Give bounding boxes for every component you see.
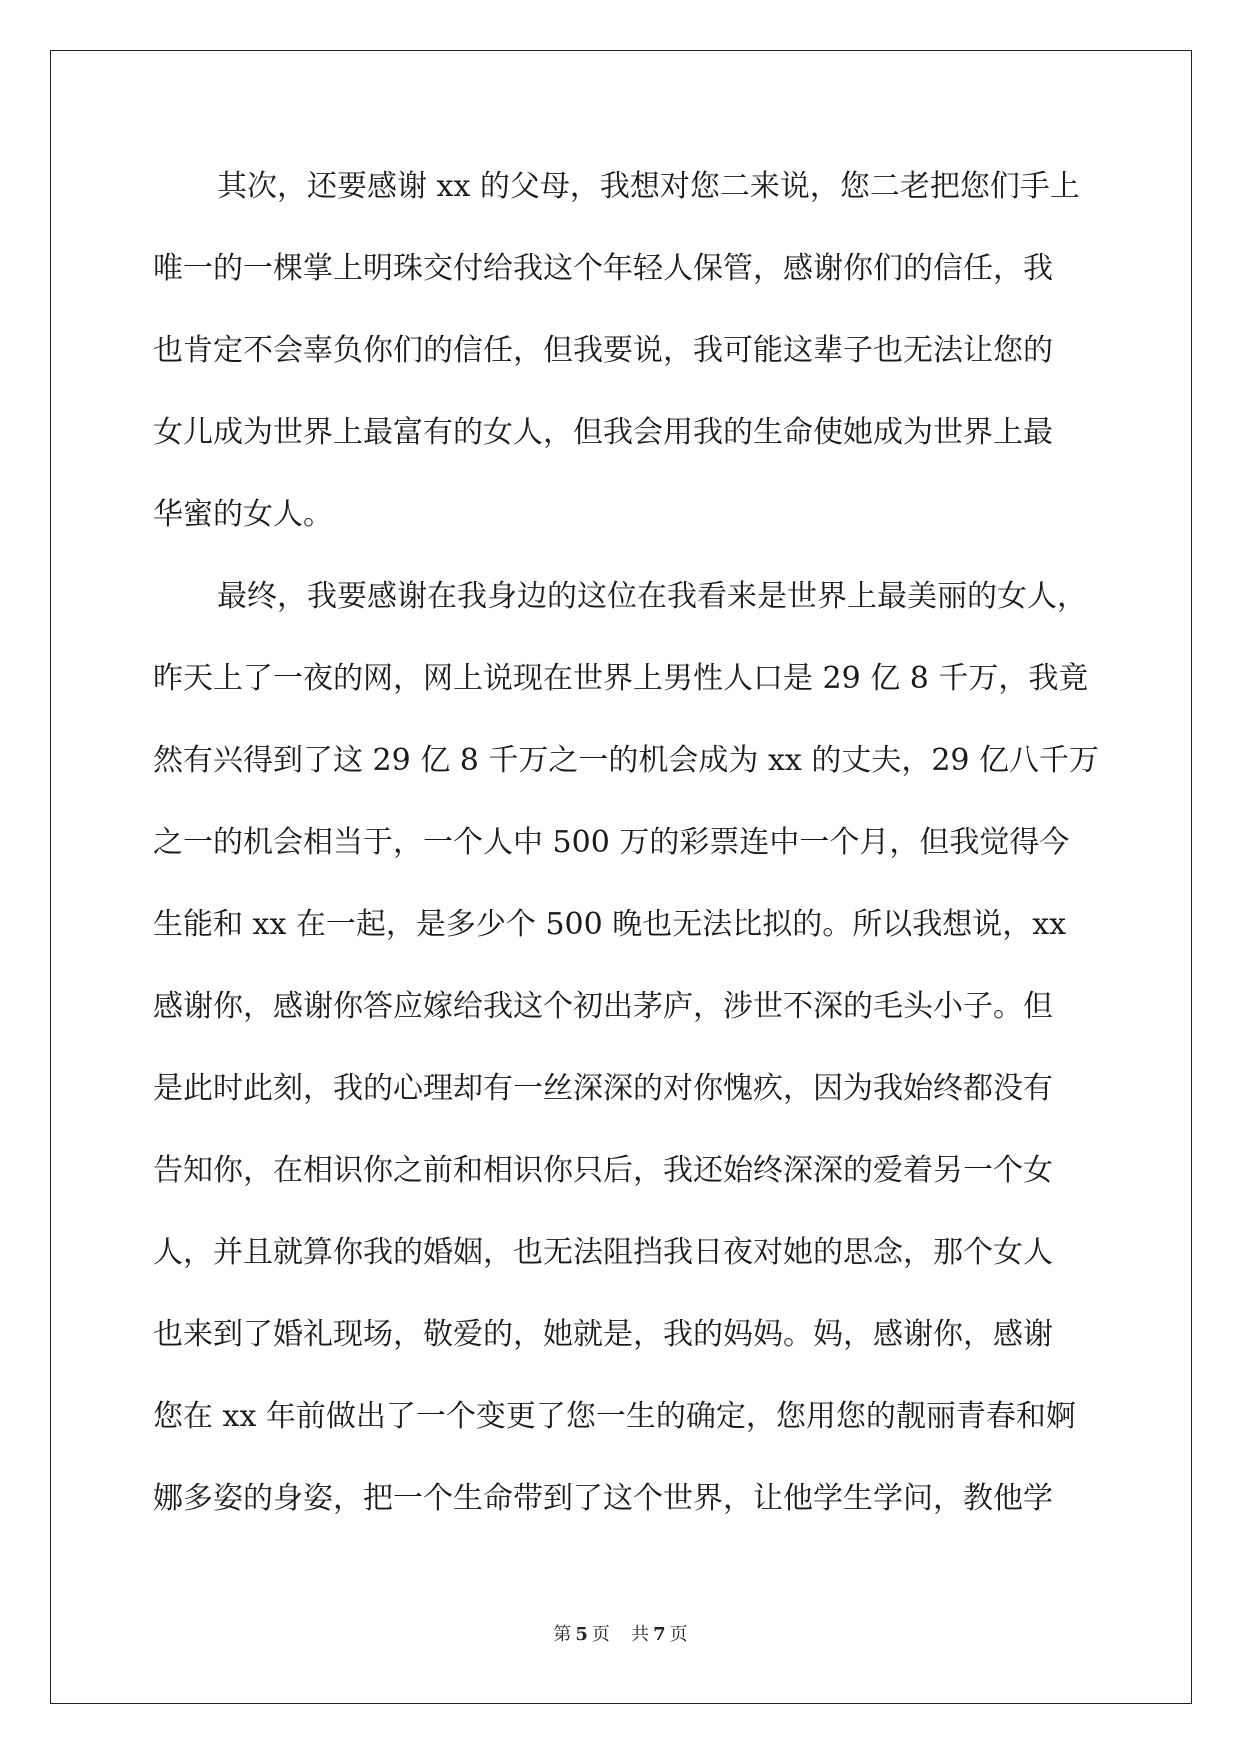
text-line: 感谢你，感谢你答应嫁给我这个初出茅庐，涉世不深的毛头小子。但	[153, 989, 1053, 1024]
text-line: 最终，我要感谢在我身边的这位在我看来是世界上最美丽的女人，	[217, 579, 1087, 614]
text-line: 告知你，在相识你之前和相识你只后，我还始终深深的爱着另一个女	[153, 1153, 1053, 1188]
text-line: 华蜜的女人。	[153, 497, 333, 532]
text-line: 之一的机会相当于，一个人中 500 万的彩票连中一个月，但我觉得今	[153, 825, 1070, 860]
text-line: 生能和 xx 在一起，是多少个 500 晚也无法比拟的。所以我想说，xx	[153, 907, 1067, 942]
page-footer	[0, 1620, 1241, 1646]
footer-prefix: 第	[553, 1624, 572, 1645]
text-line: 也肯定不会辜负你们的信任，但我要说，我可能这辈子也无法让您的	[153, 333, 1053, 368]
text-line: 其次，还要感谢 xx 的父母，我想对您二来说，您二老把您们手上	[217, 169, 1080, 204]
text-line: 人，并且就算你我的婚姻，也无法阻挡我日夜对她的思念，那个女人	[153, 1235, 1053, 1270]
text-line: 也来到了婚礼现场，敬爱的，她就是，我的妈妈。妈，感谢你，感谢	[153, 1317, 1053, 1352]
text-line: 女儿成为世界上最富有的女人，但我会用我的生命使她成为世界上最	[153, 415, 1053, 450]
text-line: 您在 xx 年前做出了一个变更了您一生的确定，您用您的靓丽青春和婀	[153, 1399, 1076, 1434]
text-line: 然有兴得到了这 29 亿 8 千万之一的机会成为 xx 的丈夫，29 亿八千万	[153, 743, 1100, 778]
text-line: 是此时此刻，我的心理却有一丝深深的对你愧疚，因为我始终都没有	[153, 1071, 1053, 1106]
document-body	[153, 146, 1100, 1540]
footer-total-suffix: 页	[669, 1624, 688, 1645]
footer-total-prefix: 共	[631, 1624, 650, 1645]
footer-page-number: 5	[575, 1624, 588, 1645]
text-line: 昨天上了一夜的网，网上说现在世界上男性人口是 29 亿 8 千万，我竟	[153, 661, 1089, 696]
text-line: 唯一的一棵掌上明珠交付给我这个年轻人保管，感谢你们的信任，我	[153, 251, 1053, 286]
footer-total-pages: 7	[653, 1624, 666, 1645]
text-line: 娜多姿的身姿，把一个生命带到了这个世界，让他学生学问，教他学	[153, 1481, 1053, 1516]
footer-page-suffix: 页	[591, 1624, 610, 1645]
